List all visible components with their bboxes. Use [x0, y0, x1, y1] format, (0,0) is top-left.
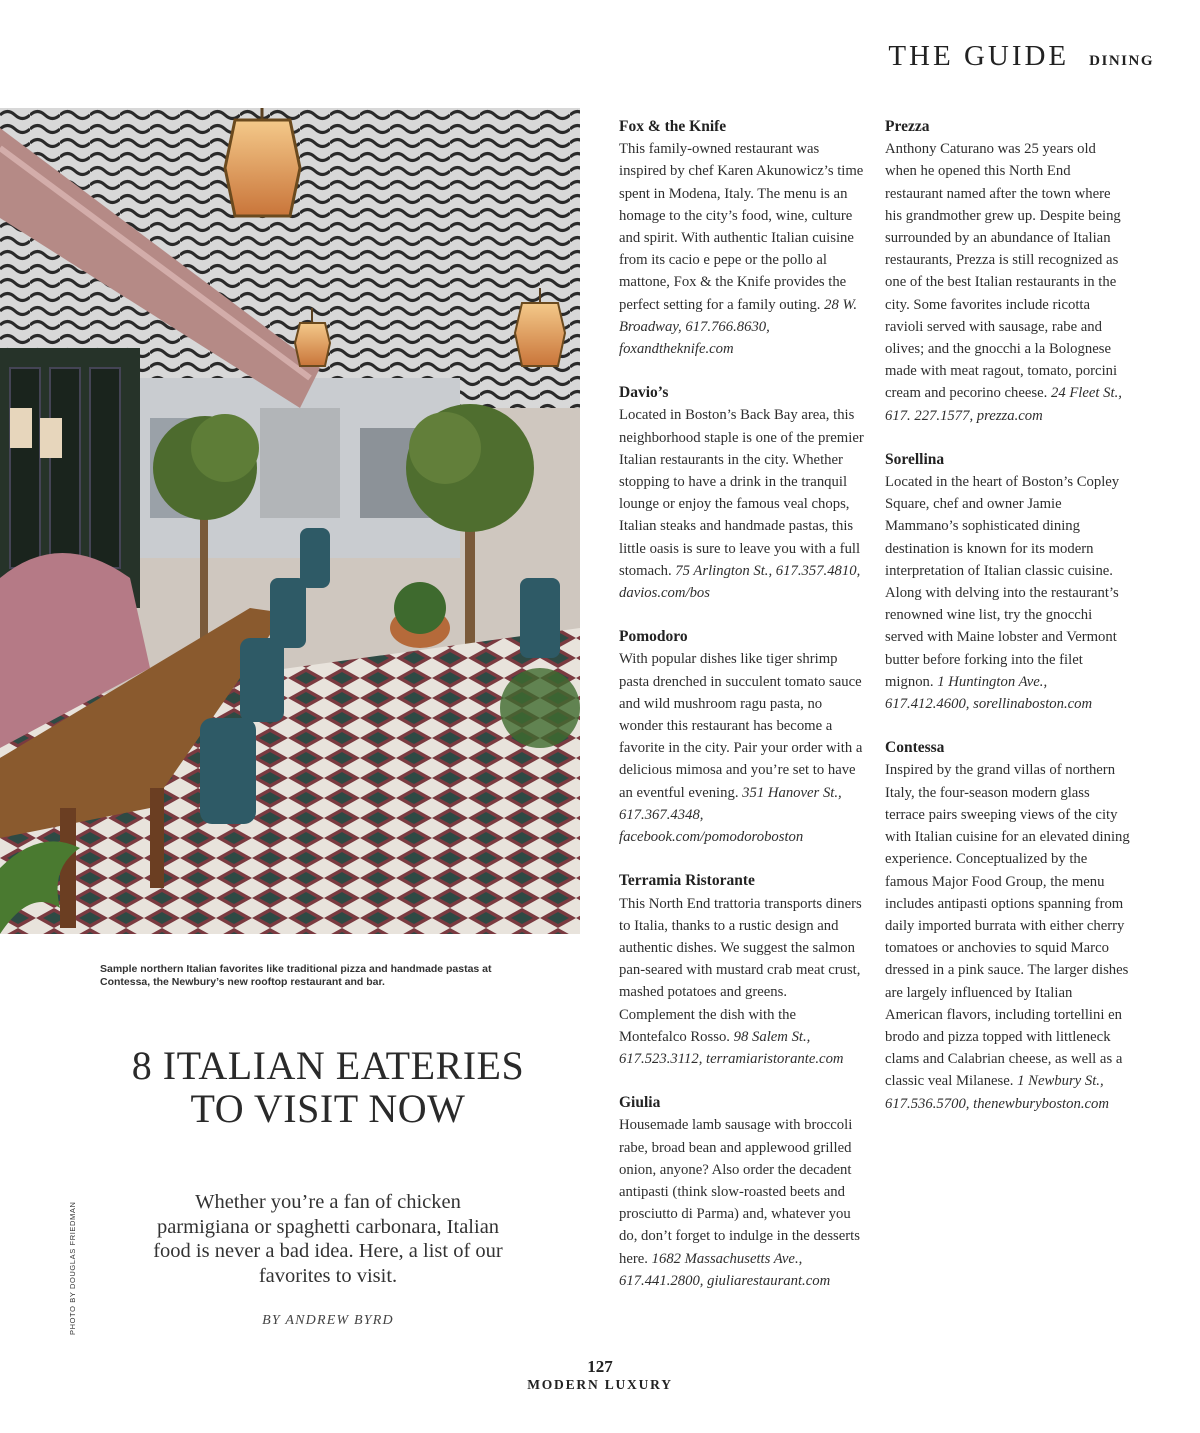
- page-header: [888, 40, 1154, 73]
- restaurant-address: 98 Salem St., 617.523.3112, terramiaristorante.com: [619, 1028, 844, 1067]
- page-number: 127: [587, 1357, 613, 1376]
- restaurant-entry: [619, 116, 865, 360]
- restaurant-address: 24 Fleet St., 617. 227.1577, prezza.com: [885, 385, 1122, 424]
- restaurant-entry: [619, 626, 865, 848]
- text-column-1: [619, 116, 865, 1314]
- restaurant-description: With popular dishes like tiger shrimp pasta drenched in succulent tomato sauce and wild mushroom ragu pasta, no wonder this restaurant has become a favorite in the city. Pair your order with a delicious mimosa and you’re set to have an eventful evening.: [619, 651, 863, 801]
- photo-caption: Sample northern Italian favorites like traditional pizza and handmade pastas at Contessa, the Newbury’s new rooftop restaurant and bar.: [100, 963, 492, 988]
- photo-credit: PHOTO BY DOUGLAS FRIEDMAN: [68, 1201, 77, 1335]
- restaurant-address: 1 Newbury St., 617.536.5700, thenewburyboston.com: [885, 1073, 1109, 1112]
- restaurant-address: 75 Arlington St., 617.357.4810, davios.com/bos: [619, 562, 861, 602]
- restaurant-entry: [619, 1092, 865, 1292]
- restaurant-address: 1 Huntington Ave., 617.412.4600, sorellinaboston.com: [885, 673, 1093, 713]
- restaurant-description: Located in the heart of Boston’s Copley Square, chef and owner Jamie Mammano’s sophisticated dining destination is known for its modern interpretation of Italian classic cuisine. Along with delving into the restaurant’s renowned wine list, try the gnocchi served with Maine lobster and Vermont butter before forking into the filet mignon.: [885, 474, 1120, 690]
- restaurant-name: Pomodoro: [619, 628, 688, 646]
- article-dek: Whether you’re a fan of chicken parmigiana or spaghetti carbonara, Italian food is never a bad idea. Here, a list of our favorites to visit.: [153, 1191, 503, 1287]
- article-byline: BY ANDREW BYRD: [262, 1313, 394, 1328]
- section-label: DINING: [1089, 53, 1154, 69]
- restaurant-entry: [885, 449, 1131, 715]
- restaurant-name: Contessa: [885, 739, 945, 757]
- restaurant-entry: [619, 870, 865, 1070]
- article-headline: 8 ITALIAN EATERIES TO VISIT NOW: [131, 1043, 525, 1131]
- restaurant-name: Fox & the Knife: [619, 118, 727, 135]
- magazine-name: MODERN LUXURY: [527, 1377, 673, 1392]
- restaurant-name: Giulia: [619, 1094, 661, 1112]
- restaurant-entry: [885, 116, 1131, 427]
- restaurant-address: 351 Hanover St., 617.367.4348, facebook.com/pomodoroboston: [619, 784, 842, 846]
- restaurant-name: Prezza: [885, 118, 930, 135]
- restaurant-description: This North End trattoria transports diners to Italia, thanks to a rustic design and authentic dishes. We suggest the salmon pan-seared with mustard crab meat crust, mashed potatoes and greens. Complement the dish with the Montefalco Rosso.: [619, 895, 862, 1045]
- restaurant-address: 1682 Massachusetts Ave., 617.441.2800, giuliarestaurant.com: [619, 1250, 831, 1289]
- guide-title: THE GUIDE: [888, 40, 1070, 72]
- restaurant-photo: [0, 108, 580, 934]
- restaurant-name: Davio’s: [619, 384, 669, 402]
- restaurant-description: Housemade lamb sausage with broccoli rabe, broad bean and applewood grilled onion, anyone? Also order the decadent antipasti (think slow-roasted beets and prosciutto di Parma) and, whatever you do, don’t forget to indulge in the desserts here.: [619, 1117, 860, 1267]
- restaurant-description: This family-owned restaurant was inspired by chef Karen Akunowicz’s time spent in Modena, Italy. The menu is an homage to the city’s food, wine, culture and spirit. With authentic Italian cuisine from its cacio e pepe or the pollo al mattone, Fox & the Knife provides the perfect setting for a family outing.: [619, 141, 864, 313]
- restaurant-entry: [619, 382, 865, 604]
- restaurant-name: Terramia Ristorante: [619, 872, 755, 890]
- restaurant-address: 28 W. Broadway, 617.766.8630, foxandtheknife.com: [619, 296, 858, 358]
- restaurant-description: Inspired by the grand villas of northern Italy, the four-season modern glass terrace pairs sweeping views of the city with Italian cuisine for an elevated dining experience. Conceptualized by the famous Major Food Group, the menu includes antipasti options spanning from daily imported burrata with either cherry tomatoes or anchovies to squid Marco dressed in a pink sauce. The larger dishes are largely influenced by Italian American flavors, including tortellini en brodo and pizza topped with littleneck clams and Calabrian cheese, as well as a classic veal Milanese.: [885, 762, 1130, 1090]
- restaurant-name: Sorellina: [885, 450, 945, 468]
- text-column-2: [885, 116, 1131, 1137]
- restaurant-description: Located in Boston’s Back Bay area, this neighborhood staple is one of the premier Italian restaurants in the city. Whether stopping to have a drink in the tranquil lounge or enjoy the famous veal chops, Italian steaks and handmade pastas, this little oasis is sure to leave you with a full stomach.: [619, 407, 864, 579]
- restaurant-description: Anthony Caturano was 25 years old when he opened this North End restaurant named after the town where his grandmother grew up. Despite being surrounded by an abundance of Italian restaurants, Prezza is still recognized as one of the best Italian restaurants in the city. Some favorites include ricotta ravioli served with sausage, rabe and olives; and the gnocchi a la Bolognese made with meat ragout, tomato, porcini cream and pecorino cheese.: [885, 141, 1121, 402]
- restaurant-entry: [885, 737, 1131, 1114]
- page-footer: [0, 1357, 1200, 1393]
